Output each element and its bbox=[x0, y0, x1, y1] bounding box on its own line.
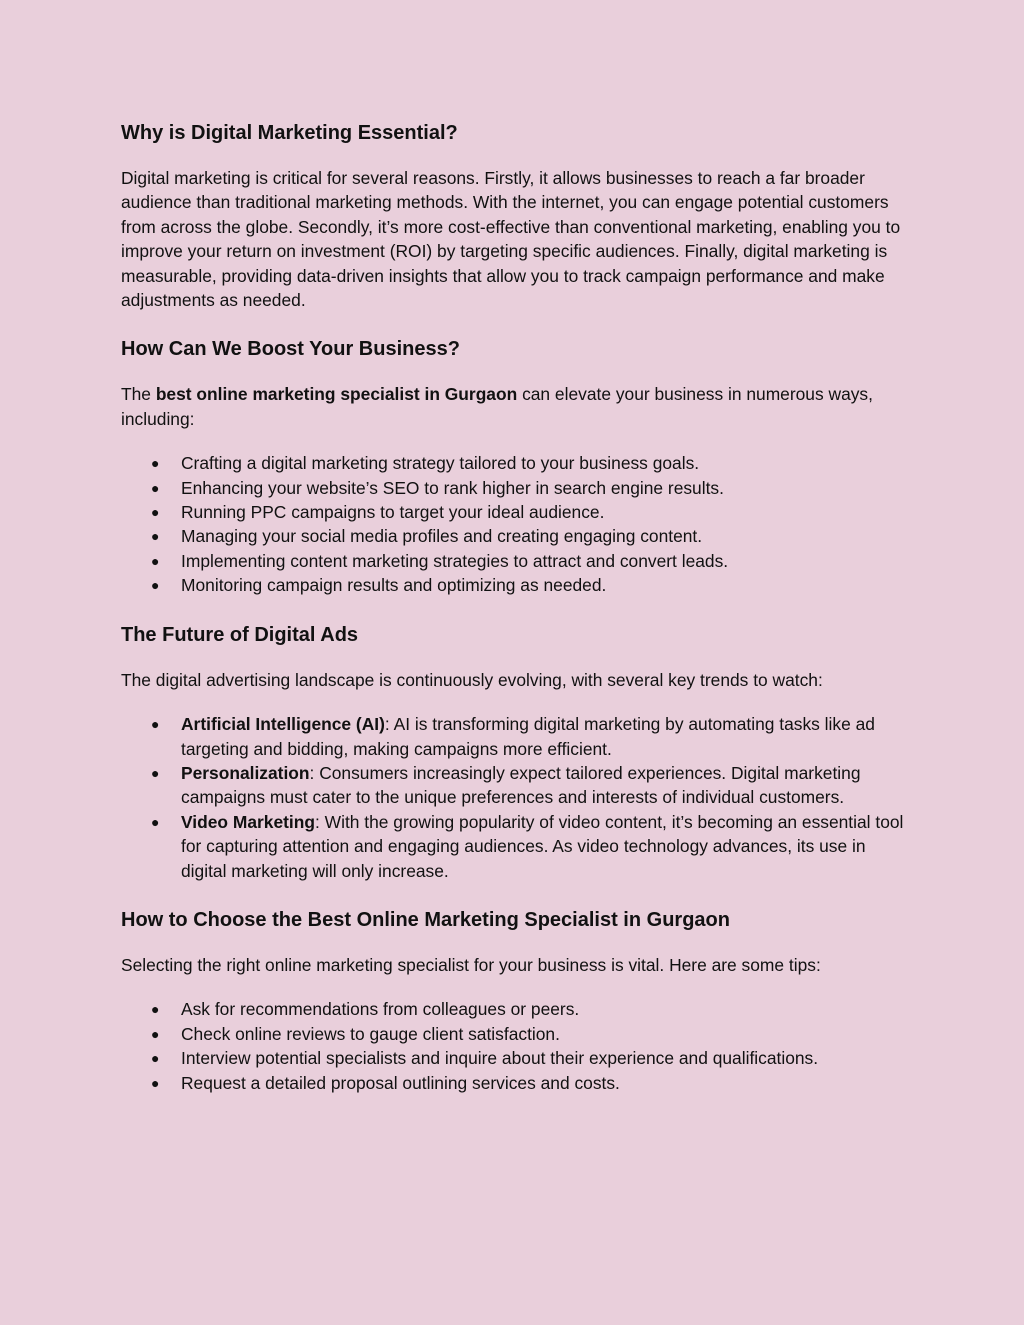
section-intro-future-digital-ads: The digital advertising landscape is continuously evolving, with several key trends to watch: bbox=[121, 669, 823, 690]
section-intro-choose-specialist: Selecting the right online marketing specialist for your business is vital. Here are some tips: bbox=[121, 954, 821, 975]
trend-term: Video Marketing bbox=[181, 811, 316, 832]
section-heading-choose-specialist: How to Choose the Best Online Marketing Specialist in Gurgaon bbox=[121, 908, 730, 931]
section-heading-boost-business: How Can We Boost Your Business? bbox=[121, 338, 460, 361]
list-item: ● Video Marketing: With the growing popularity of video content, it’s becoming an essential tool for capturing attention and engaging audiences. As video technology advances, its use in digital marketing will only increase. bbox=[151, 811, 904, 881]
bullet-icon: ● bbox=[151, 764, 160, 781]
bullet-icon: ● bbox=[151, 1001, 160, 1018]
bullet-icon: ● bbox=[151, 479, 160, 496]
list-item: ● Running PPC campaigns to target your ideal audience. bbox=[121, 500, 911, 524]
list-item: ● Artificial Intelligence (AI): AI is transforming digital marketing by automating tasks like ad targeting and bidding, making campaigns more efficient. bbox=[151, 714, 875, 759]
section-heading-future-digital-ads: The Future of Digital Ads bbox=[121, 623, 359, 646]
list-item: ● Interview potential specialists and inquire about their experience and qualifications. bbox=[121, 1046, 911, 1070]
section-paragraph-why-digital-marketing: Digital marketing is critical for several reasons. Firstly, it allows businesses to reach a far broader audience than traditional marketing methods. With the internet, you can engage potential customers from across the globe. Secondly, it’s more cost-effective than conventional marketing, enabling you to improve your return on investment (ROI) by targeting specific audiences. Finally, digital marketing is measurable, providing data-driven insights that allow you to track campaign performance and make adjustments as needed. bbox=[121, 168, 901, 311]
bullet-icon: ● bbox=[151, 504, 160, 521]
bullet-icon: ● bbox=[151, 716, 160, 733]
list-item: ● Crafting a digital marketing strategy tailored to your business goals. bbox=[121, 451, 911, 475]
bullet-icon: ● bbox=[151, 1025, 160, 1042]
boost-business-list bbox=[121, 451, 911, 597]
list-item: ● Ask for recommendations from colleagues or peers. bbox=[121, 997, 911, 1021]
bullet-icon: ● bbox=[151, 528, 160, 545]
list-item: ● Implementing content marketing strategies to attract and convert leads. bbox=[121, 549, 911, 573]
intro-suffix: can elevate your business in numerous ways, including: bbox=[121, 384, 873, 429]
intro-bold-keyword: best online marketing specialist in Gurgaon bbox=[155, 384, 518, 405]
bullet-icon: ● bbox=[151, 552, 160, 569]
list-item: ● Managing your social media profiles and creating engaging content. bbox=[121, 524, 911, 548]
bullet-icon: ● bbox=[151, 1074, 160, 1091]
list-item: ● Check online reviews to gauge client satisfaction. bbox=[121, 1022, 911, 1046]
list-item: ● Enhancing your website’s SEO to rank higher in search engine results. bbox=[121, 476, 911, 500]
list-item: ● Monitoring campaign results and optimizing as needed. bbox=[121, 573, 911, 597]
bullet-icon: ● bbox=[151, 577, 160, 594]
bullet-icon: ● bbox=[151, 813, 160, 830]
list-item: ● Personalization: Consumers increasingly expect tailored experiences. Digital marketing campaigns must cater to the unique preferences and interests of individual customers. bbox=[151, 762, 861, 808]
future-trends-list bbox=[121, 712, 911, 883]
trend-term: Artificial Intelligence (AI) bbox=[181, 714, 385, 735]
bullet-icon: ● bbox=[151, 1050, 160, 1067]
trend-term: Personalization bbox=[181, 762, 310, 783]
choose-specialist-tips-list bbox=[121, 997, 911, 1095]
section-heading-why-digital-marketing: Why is Digital Marketing Essential? bbox=[121, 122, 458, 144]
document-content bbox=[121, 120, 911, 1095]
intro-prefix: The bbox=[121, 384, 156, 405]
bullet-icon: ● bbox=[151, 455, 160, 472]
section-intro-boost-business bbox=[121, 382, 911, 431]
list-item: ● Request a detailed proposal outlining services and costs. bbox=[121, 1071, 911, 1095]
